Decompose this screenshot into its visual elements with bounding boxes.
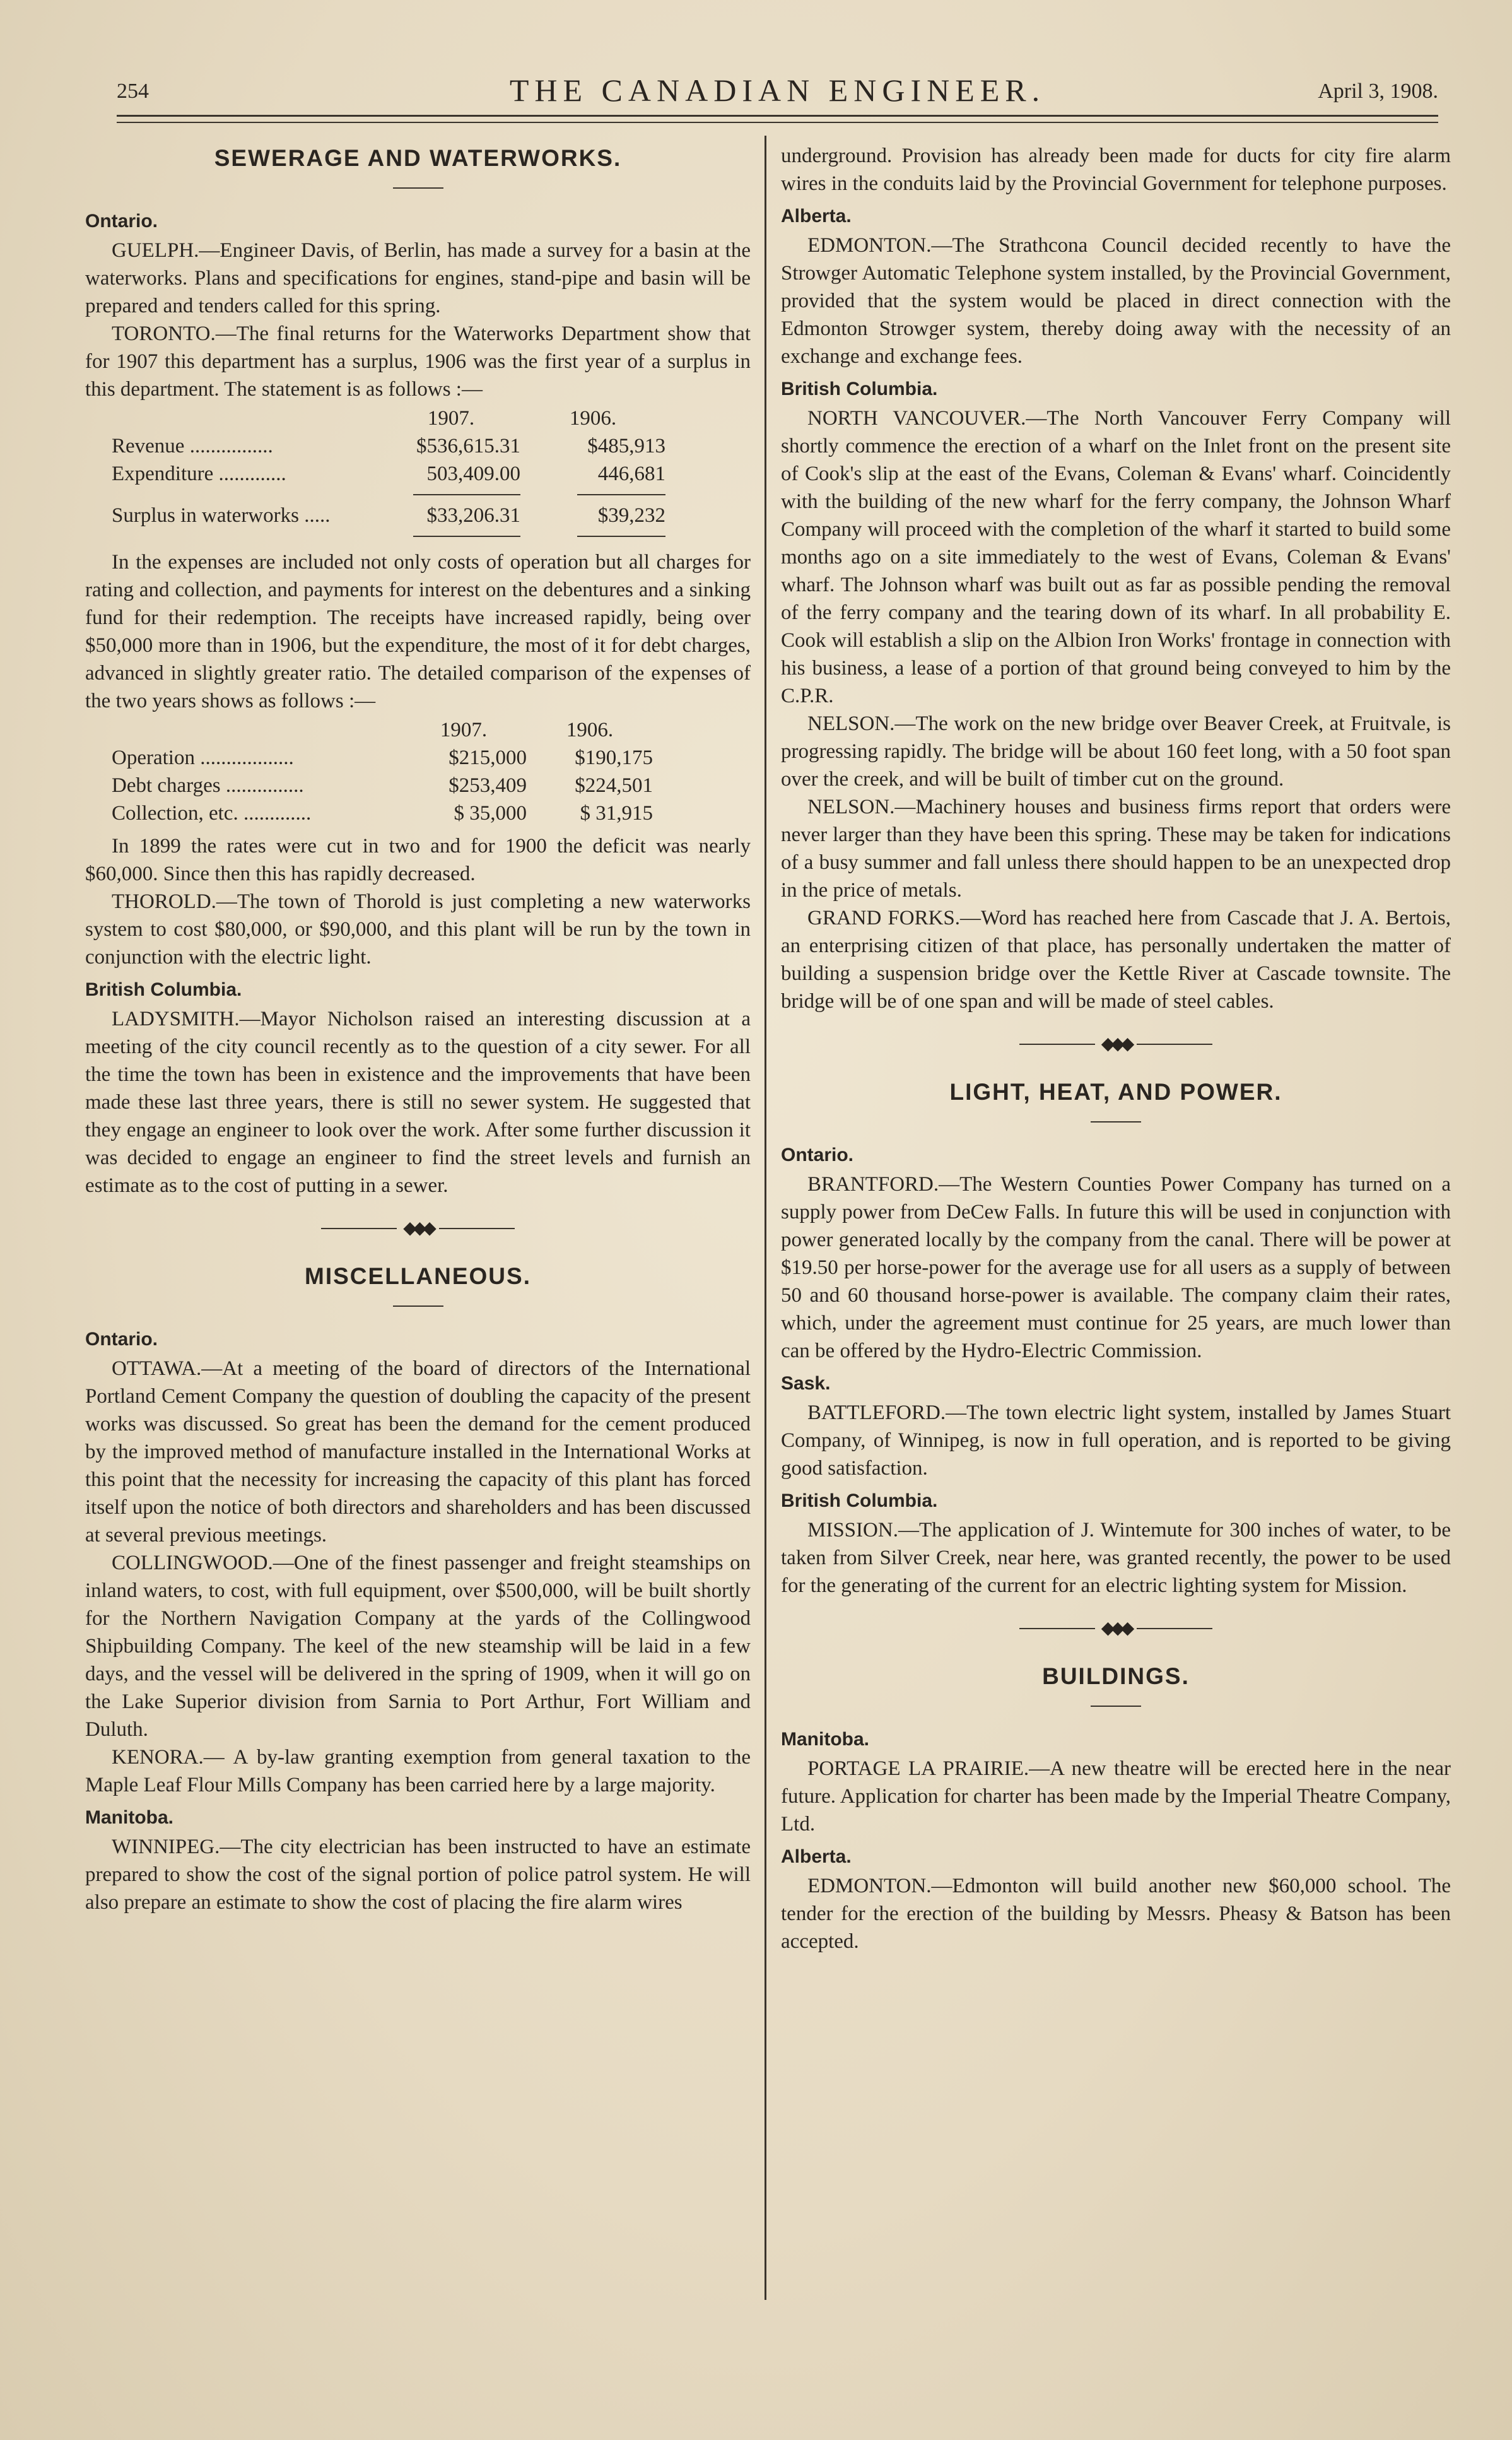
page-number: 254 xyxy=(117,80,149,103)
article-winnipeg: WINNIPEG.—The city electrician has been instructed to have an estimate prepared to show the cost of the signal portion of police patrol system. He will also prepare an estimate to show the cost of placing the fire alarm wires xyxy=(85,1836,751,1914)
title-rule xyxy=(1091,1121,1141,1123)
article-edmonton-telephone: EDMONTON.—The Strathcona Council decided recently to have the Strowger Automatic Telephone system installed, by the Provincial Government, provided that the system would be placed in direct connection with the Edmonton Strowger system, thereby doing away with the necessity of an exchange and exchange fees. xyxy=(781,234,1451,368)
province-heading: Ontario. xyxy=(85,1329,158,1350)
row-value: $253,409 xyxy=(448,774,527,797)
page-header xyxy=(117,68,1438,112)
article-thorold: THOROLD.—The town of Thorold is just completing a new waterworks system to cost $80,000, or $90,000, and this plant will be run by the town in conjunction with the electric light. xyxy=(85,890,751,969)
row-label: Expenditure xyxy=(112,463,214,485)
title-rule xyxy=(393,1305,443,1307)
province-heading: Sask. xyxy=(781,1373,831,1394)
article-nelson-machinery: NELSON.—Machinery houses and business firms report that orders were never larger than they have been this spring. These may be taken for indications of a busy summer and fall unless there should happen to be an unexpected drop in the price of metals. xyxy=(781,796,1451,902)
issue-date: April 3, 1908. xyxy=(1318,80,1438,103)
table-row xyxy=(85,502,665,529)
article-ladysmith: LADYSMITH.—Mayor Nicholson raised an interesting discussion at a meeting of the city council recently as to the question of a city sewer. For all the time the town has been in existence and the improvements that have been made these last three years, there is still no sewer system. He suggested that they engage an engineer to look over the work. After some further discussion it was decided to engage an engineer to find the street levels and furnish an estimate as to the cost of putting in a sewer. xyxy=(85,1008,751,1197)
province-heading: Alberta. xyxy=(781,1846,852,1867)
article-guelph: GUELPH.—Engineer Davis, of Berlin, has made a survey for a basin at the waterworks. Plans and specifications for engines, stand-pipe and basin will be prepared and tenders called for this spring. xyxy=(85,239,751,317)
section-ornament xyxy=(781,1034,1451,1054)
title-rule xyxy=(393,187,443,189)
article-brantford: BRANTFORD.—The Western Counties Power Company has turned on a supply power from DeCew Falls. In future this will be used in conjunction with power generated locally by the company from the canal. There will be power at $19.50 per horse-power for the average use for all users as a supply of between 50 and 60 thousand horse-power is available. The company claim their rates, which, under the agreement must continue for 25 years, are much lower than can be offered by the Hydro-Electric Commission. xyxy=(781,1173,1451,1362)
article-edmonton-school: EDMONTON.—Edmonton will build another new $60,000 school. The tender for the erection of the building by Messrs. Pheasy & Batson has been accepted. xyxy=(781,1875,1451,1953)
row-value: $536,615.31 xyxy=(416,435,520,457)
ornament-glyph: ◆◆◆ xyxy=(403,1218,433,1238)
row-label: Surplus in waterworks xyxy=(112,504,299,527)
article-north-vancouver: NORTH VANCOUVER.—The North Vancouver Ferry Company will shortly commence the erection of a wharf on the Inlet front on the present site of Cook's slip at the east of the Evans, Coleman & Evans' wharf. Coincidently with the building of the new wharf for the ferry company, the Johnson Wharf Company will proceed with the completion of the wharf it started to build some months ago on a site immediately to the west of Evans, Coleman & Evans' wharf. The Johnson wharf was built out as far as possible pending the removal of the ferry company and the tearing down of its wharf. In all probability E. Cook will establish a slip on the Albion Iron Works' frontage in connection with his business, a lease of a portion of that ground being conveyed to him by the C.P.R. xyxy=(781,407,1451,707)
dot-leader: .................. xyxy=(194,746,294,769)
province-heading: Manitoba. xyxy=(781,1729,869,1750)
province-heading: Ontario. xyxy=(781,1145,854,1165)
province-heading: British Columbia. xyxy=(781,379,938,399)
article-rates: In 1899 the rates were cut in two and for 1900 the deficit was nearly $60,000. Since then this has rapidly decreased. xyxy=(85,835,751,885)
sum-rule xyxy=(413,494,520,495)
right-column xyxy=(781,142,1451,1955)
province-heading: Alberta. xyxy=(781,206,852,227)
left-column xyxy=(85,142,751,1916)
article-expenses: In the expenses are included not only costs of operation but all charges for rating and collection, and payments for interest on the debentures and a sinking fund for their redemption. The receipts have increased rapidly, being over $50,000 more than in 1906, but the expenditure, the most of it for debt charges, advanced in slightly greater ratio. The detailed comparison of the expenses of the two years shows as follows :— xyxy=(85,551,751,712)
article-winnipeg-continued: underground. Provision has already been made for ducts for city fire alarm wires in the conduits laid by the Provincial Government for telephone purposes. xyxy=(781,144,1451,195)
article-ottawa: OTTAWA.—At a meeting of the board of directors of the International Portland Cement Company the question of doubling the capacity of the present works was discussed. So great has been the demand for the cement produced by the improved method of manufacture installed in the International Works at this point that the necessity for increasing the capacity of this plant has forced itself upon the notice of both directors and shareholders and has been discussed at several previous meetings. xyxy=(85,1357,751,1547)
sum-rule xyxy=(577,494,665,495)
article-toronto: TORONTO.—The final returns for the Waterworks Department show that for 1907 this department has a surplus, 1906 was the first year of a surplus in this department. The statement is as follows :— xyxy=(85,322,751,401)
row-value: 446,681 xyxy=(597,463,665,485)
province-heading: Ontario. xyxy=(85,211,158,232)
table-row xyxy=(85,772,653,799)
dot-leader: ..... xyxy=(298,504,331,527)
article-grand-forks: GRAND FORKS.—Word has reached here from Cascade that J. A. Bertois, an enterprising citizen of that place, has personally undertaken the matter of building a suspension bridge over the Kettle River at Cascade townsite. The bridge will be of one span and will be made of steel cables. xyxy=(781,907,1451,1013)
year-header: 1906. xyxy=(569,407,617,430)
article-mission: MISSION.—The application of J. Wintemute for 300 inches of water, to be taken from Silver Creek, near here, was granted recently, the power to be used for the generating of the current for an electric lighting system for Mission. xyxy=(781,1519,1451,1597)
ornament-glyph: ◆◆◆ xyxy=(1101,1618,1131,1638)
year-header: 1907. xyxy=(440,719,488,741)
article-collingwood: COLLINGWOOD.—One of the finest passenger and freight steamships on inland waters, to cost, with full equipment, over $500,000, will be built shortly for the Northern Navigation Company at the yards of the Collingwood Shipbuilding Company. The keel of the new steamship will be laid in a few days, and the vessel will be delivered in the spring of 1909, when it will go on the Lake Superior division from Sarnia to Port Arthur, Fort William and Duluth. xyxy=(85,1552,751,1741)
article-nelson-bridge: NELSON.—The work on the new bridge over Beaver Creek, at Fruitvale, is progressing rapidly. The bridge will be about 160 feet long, with a 50 foot span over the creek, and will be built of timber cut on the ground. xyxy=(781,712,1451,791)
table-row xyxy=(85,460,665,488)
section-title-light-heat-power: LIGHT, HEAT, AND POWER. xyxy=(949,1079,1282,1105)
row-value: $33,206.31 xyxy=(426,504,520,527)
row-value: 503,409.00 xyxy=(426,463,520,485)
journal-title: THE CANADIAN ENGINEER. xyxy=(509,73,1046,108)
row-value: $485,913 xyxy=(587,435,665,457)
row-label: Debt charges xyxy=(112,774,221,797)
row-value: $224,501 xyxy=(575,774,653,797)
row-value: $190,175 xyxy=(575,746,653,769)
article-portage-la-prairie: PORTAGE LA PRAIRIE.—A new theatre will be erected here in the near future. Application for charter has been made by the Imperial Theatre Company, Ltd. xyxy=(781,1757,1451,1836)
section-title-miscellaneous: MISCELLANEOUS. xyxy=(305,1263,531,1289)
section-title-sewerage: SEWERAGE AND WATERWORKS. xyxy=(214,145,622,171)
title-rule xyxy=(1091,1706,1141,1707)
waterworks-statement-table xyxy=(85,404,665,543)
row-value: $ 35,000 xyxy=(454,802,527,825)
row-label: Operation xyxy=(112,746,195,769)
sum-rule xyxy=(577,536,665,537)
table-row xyxy=(85,744,653,772)
year-header: 1907. xyxy=(427,407,475,430)
row-value: $39,232 xyxy=(597,504,665,527)
column-divider xyxy=(765,136,766,2300)
section-ornament xyxy=(781,1618,1451,1638)
article-kenora: KENORA.— A by-law granting exemption from general taxation to the Maple Leaf Flour Mills Company has been carried here by a large majority. xyxy=(85,1746,751,1796)
article-battleford: BATTLEFORD.—The town electric light system, installed by James Stuart Company, of Winnipeg, is now in full operation, and is reported to be giving good satisfaction. xyxy=(781,1401,1451,1480)
header-rule xyxy=(117,115,1438,123)
dot-leader: ................ xyxy=(184,435,273,457)
section-title-buildings: BUILDINGS. xyxy=(1042,1663,1190,1689)
dot-leader: ............. xyxy=(213,463,286,485)
province-heading: British Columbia. xyxy=(781,1490,938,1511)
table-row xyxy=(85,799,653,827)
year-header: 1906. xyxy=(566,719,614,741)
table-row xyxy=(85,432,665,460)
dot-leader: ............. xyxy=(238,802,312,825)
province-heading: Manitoba. xyxy=(85,1807,173,1828)
row-value: $215,000 xyxy=(448,746,527,769)
dot-leader: ............... xyxy=(220,774,304,797)
expenses-comparison-table xyxy=(85,716,653,827)
province-heading: British Columbia. xyxy=(85,979,242,1000)
row-label: Revenue xyxy=(112,435,185,457)
section-ornament xyxy=(85,1218,751,1238)
row-value: $ 31,915 xyxy=(580,802,653,825)
sum-rule xyxy=(413,536,520,537)
ornament-glyph: ◆◆◆ xyxy=(1101,1034,1131,1054)
row-label: Collection, etc. xyxy=(112,802,238,825)
